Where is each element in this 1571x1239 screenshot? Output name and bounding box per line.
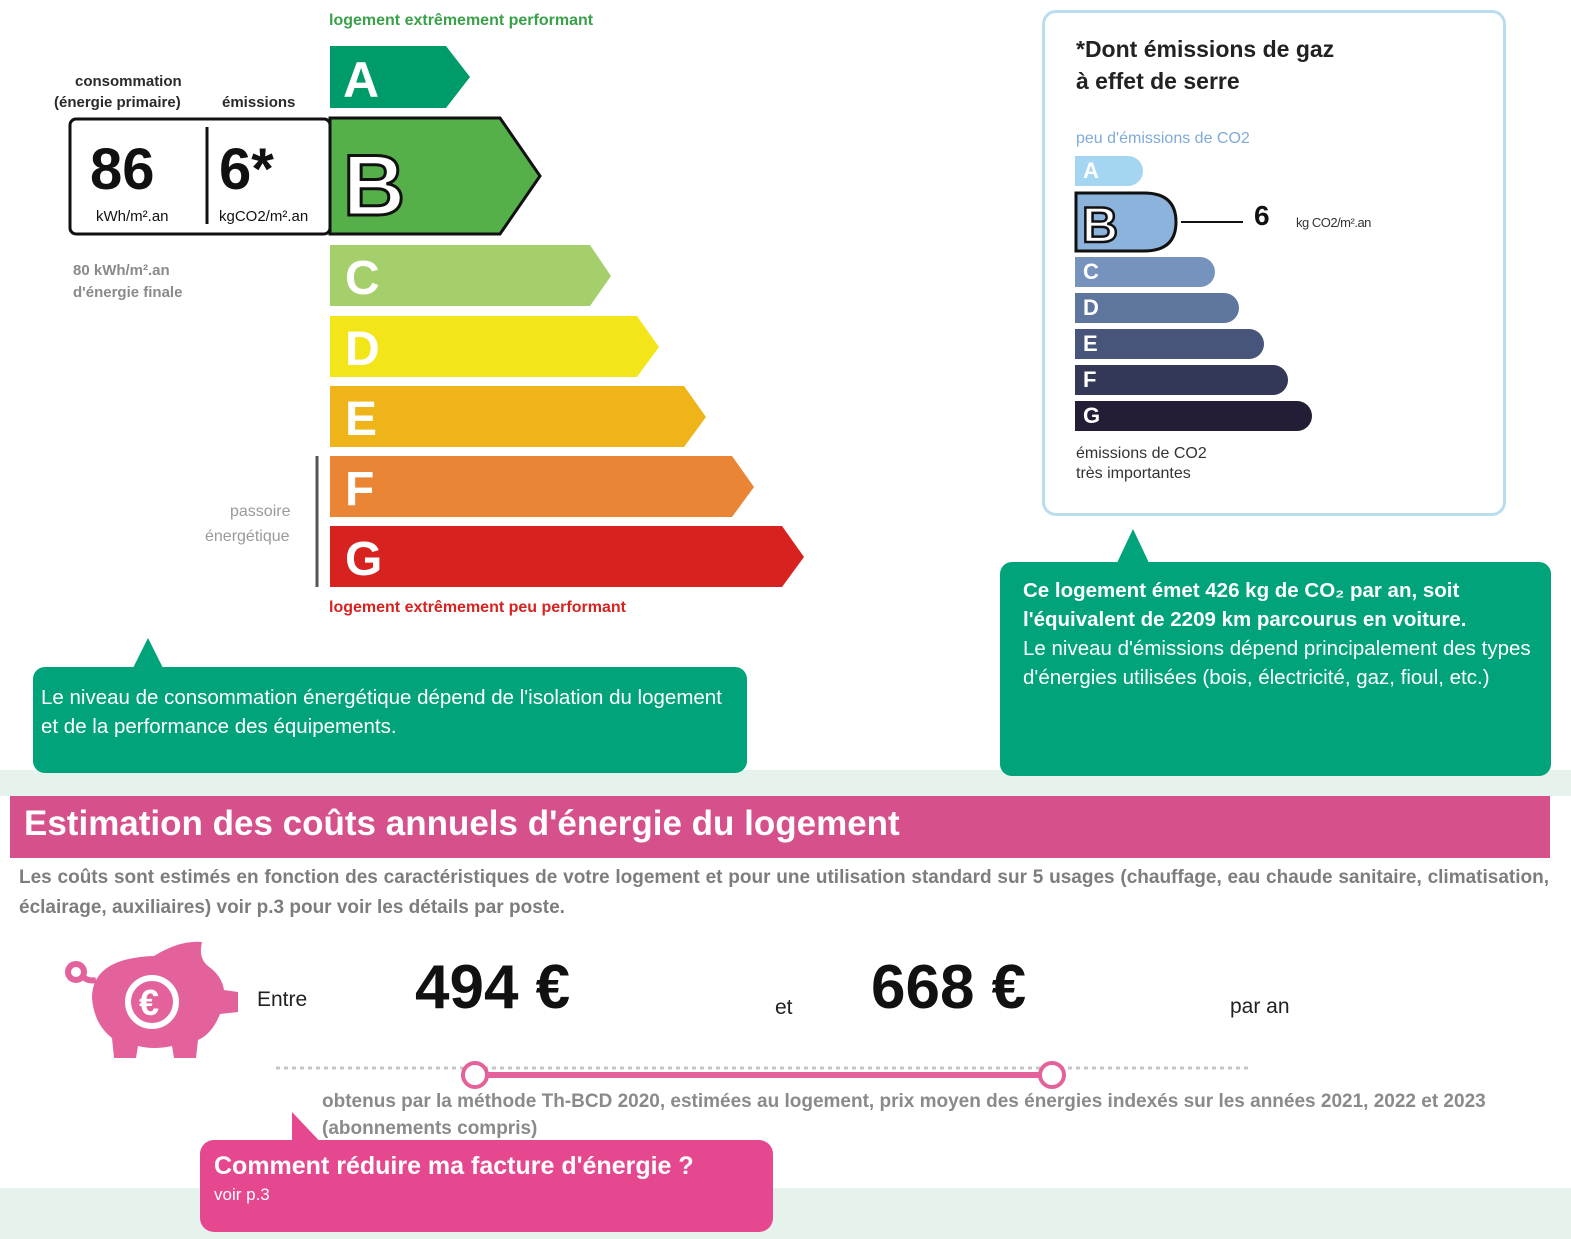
energy-class-d-letter: D bbox=[345, 323, 380, 376]
cost-range-indicator bbox=[270, 1058, 1260, 1092]
tip-title: Comment réduire ma facture d'énergie ? bbox=[214, 1152, 694, 1180]
svg-text:€: € bbox=[139, 982, 160, 1023]
costs-title: Estimation des coûts annuels d'énergie du logement bbox=[24, 804, 900, 843]
energy-class-g-letter: G bbox=[345, 533, 383, 586]
cost-range-min-marker bbox=[463, 1063, 487, 1087]
bottom-caption: logement extrêmement peu performant bbox=[329, 599, 626, 616]
cost-range-max-marker bbox=[1040, 1063, 1064, 1087]
ges-class-a-bar: A bbox=[1075, 156, 1143, 186]
co2-note-bubble bbox=[1000, 562, 1551, 776]
ges-class-e-bar: E bbox=[1075, 329, 1264, 359]
passoire-label-2: énergétique bbox=[205, 528, 290, 545]
consumption-note-text: Le niveau de consommation énergétique dépend de l'isolation du logement et de la performance des équipements. bbox=[41, 686, 722, 738]
ges-class-g-bar: G bbox=[1075, 401, 1312, 431]
ges-title-line-1: *Dont émissions de gaz bbox=[1076, 36, 1335, 62]
cost-and-label: et bbox=[775, 996, 793, 1019]
consumption-header-2: (énergie primaire) bbox=[54, 94, 181, 111]
cost-max-value: 668 € bbox=[871, 953, 1027, 1022]
ges-value: 6 bbox=[1254, 200, 1270, 231]
final-energy-line-2: d'énergie finale bbox=[73, 284, 183, 301]
consumption-value: 86 bbox=[90, 137, 155, 202]
svg-text:B: B bbox=[1082, 197, 1119, 253]
tip-link[interactable]: voir p.3 bbox=[214, 1185, 270, 1204]
cost-method-note: obtenus par la méthode Th-BCD 2020, estimées au logement, prix moyen des énergies indexés sur les années 2021, 2022 et 2023 (abonnements compris) bbox=[322, 1091, 1486, 1139]
consumption-header-1: consommation bbox=[75, 73, 182, 90]
ges-class-c-bar: C bbox=[1075, 257, 1215, 287]
emissions-unit: kgCO2/m².an bbox=[219, 208, 309, 225]
energy-class-f-bar bbox=[330, 456, 754, 517]
final-energy-line-1: 80 kWh/m².an bbox=[73, 262, 170, 279]
energy-class-e-letter: E bbox=[345, 393, 378, 446]
energy-class-g-bar bbox=[330, 526, 804, 587]
energy-class-b-letter: B bbox=[343, 138, 406, 234]
consumption-unit: kWh/m².an bbox=[96, 208, 169, 225]
costs-description: Les coûts sont estimés en fonction des caractéristiques de votre logement et pour une utilisation standard sur 5 usages (chauffage, eau chaude sanitaire, climatisation, éclairage, auxiliaires) voir p.3 pour voir les détails par poste. bbox=[19, 867, 1549, 918]
emissions-value: 6* bbox=[219, 137, 274, 202]
ges-class-b-bar bbox=[1072, 190, 1182, 254]
consumption-bubble-pointer bbox=[130, 636, 166, 670]
ges-class-d-bar: D bbox=[1075, 293, 1239, 323]
ges-unit: kg CO2/m².an bbox=[1296, 215, 1371, 230]
ges-class-f-bar: F bbox=[1075, 365, 1288, 395]
co2-bubble-pointer bbox=[1114, 527, 1152, 565]
cost-min-value: 494 € bbox=[415, 953, 571, 1022]
ges-high-caption-1: émissions de CO2 bbox=[1076, 445, 1207, 462]
energy-class-c-letter: C bbox=[345, 252, 380, 305]
tip-bubble[interactable] bbox=[200, 1140, 773, 1232]
energy-class-e-bar bbox=[330, 386, 706, 447]
co2-note-text: Le niveau d'émissions dépend principalement des types d'énergies utilisées (bois, électricité, gaz, fioul, etc.) bbox=[1023, 637, 1531, 689]
top-caption: logement extrêmement performant bbox=[329, 12, 594, 29]
cost-between-label: Entre bbox=[257, 988, 308, 1011]
ges-low-caption: peu d'émissions de CO2 bbox=[1076, 130, 1250, 147]
energy-class-f-letter: F bbox=[345, 463, 375, 516]
energy-class-a-letter: A bbox=[343, 52, 380, 108]
passoire-label-1: passoire bbox=[230, 503, 291, 520]
co2-note-bold: Ce logement émet 426 kg de CO₂ par an, soit l'équivalent de 2209 km parcourus en voiture. bbox=[1023, 579, 1467, 631]
piggy-bank-icon bbox=[62, 936, 242, 1060]
cost-per-year-label: par an bbox=[1230, 995, 1290, 1018]
ges-value-leader bbox=[1181, 221, 1243, 223]
ges-high-caption-2: très importantes bbox=[1076, 465, 1191, 482]
ges-title-line-2: à effet de serre bbox=[1076, 68, 1240, 94]
emissions-header: émissions bbox=[222, 94, 296, 111]
consumption-note-bubble bbox=[33, 667, 747, 773]
